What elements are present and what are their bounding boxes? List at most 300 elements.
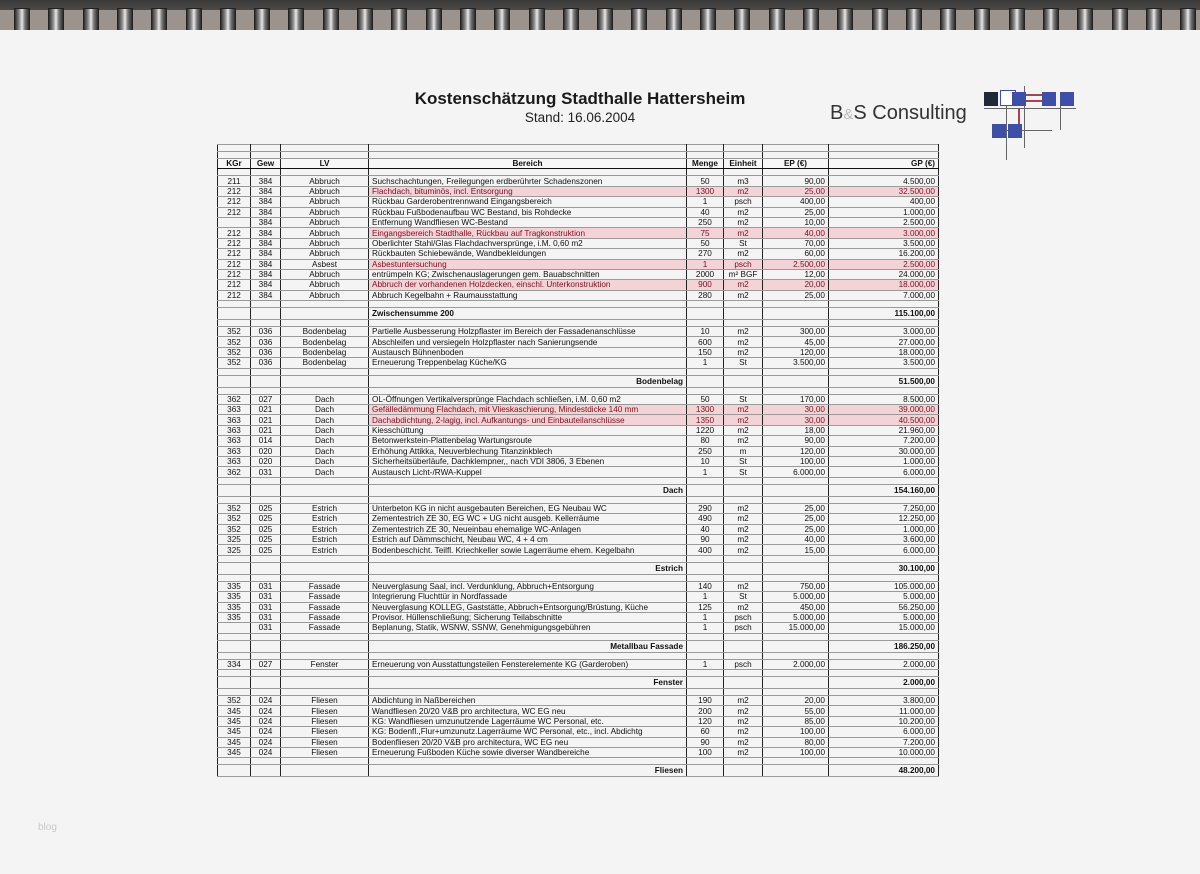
cell-einheit: St (724, 467, 763, 477)
empty-cell (763, 320, 829, 327)
cell-lv: Bodenbelag (281, 358, 369, 368)
table-row (218, 446, 939, 456)
cell-einheit: psch (724, 612, 763, 622)
table-row (218, 259, 939, 269)
empty-cell (251, 652, 281, 659)
cell-ep: 90,00 (763, 436, 829, 446)
empty-cell (829, 477, 939, 484)
spacer-row (218, 320, 939, 327)
empty-cell (251, 169, 281, 176)
cell-gp: 39.000,00 (829, 405, 939, 415)
cell-lv: Abbruch (281, 176, 369, 186)
cell-bereich: Betonwerkstein-Plattenbelag Wartungsroute (369, 436, 687, 446)
empty-cell (687, 387, 724, 394)
cell-einheit: m2 (724, 524, 763, 534)
cell-bereich: Abbruch der vorhandenen Holzdecken, einschl. Unterkonstruktion (369, 280, 687, 290)
cell-menge: 120 (687, 716, 724, 726)
cell-einheit: psch (724, 659, 763, 669)
empty-cell (687, 633, 724, 640)
empty-cell (687, 484, 724, 496)
empty-cell (763, 677, 829, 689)
cell-lv: Fliesen (281, 737, 369, 747)
empty-cell (251, 375, 281, 387)
subtotal-value: 51.500,00 (829, 375, 939, 387)
cell-bereich: Wandfliesen 20/20 V&B pro architectura, WC EG neu (369, 706, 687, 716)
empty-cell (724, 301, 763, 308)
cell-bereich: Bodenfliesen 20/20 V&B pro architectura, WC EG neu (369, 737, 687, 747)
cell-lv: Abbruch (281, 290, 369, 300)
cell-gew: 384 (251, 186, 281, 196)
empty-cell (251, 320, 281, 327)
cell-bereich: OL-Öffnungen Vertikalversprünge Flachdach schließen, i.M. 0,60 m2 (369, 394, 687, 404)
cell-gp: 16.200,00 (829, 249, 939, 259)
cell-ep: 10,00 (763, 217, 829, 227)
table-row (218, 358, 939, 368)
cell-lv: Fassade (281, 623, 369, 633)
cell-ep: 45,00 (763, 337, 829, 347)
table-row (218, 197, 939, 207)
spacer-row (218, 574, 939, 581)
cell-gp: 3.000,00 (829, 228, 939, 238)
cell-ep: 15,00 (763, 545, 829, 555)
empty-cell (724, 562, 763, 574)
table-row (218, 207, 939, 217)
cell-gew: 031 (251, 581, 281, 591)
empty-cell (218, 758, 251, 765)
cell-ep: 25,00 (763, 207, 829, 217)
table-row (218, 581, 939, 591)
cell-gp: 3.800,00 (829, 696, 939, 706)
empty-cell (251, 308, 281, 320)
cell-lv: Abbruch (281, 249, 369, 259)
empty-cell (724, 145, 763, 152)
watermark-text: blog (38, 822, 57, 833)
empty-cell (218, 301, 251, 308)
empty-cell (763, 765, 829, 777)
empty-cell (281, 640, 369, 652)
cell-menge: 2000 (687, 269, 724, 279)
cell-lv: Fenster (281, 659, 369, 669)
subtotal-value: 154.160,00 (829, 484, 939, 496)
empty-cell (763, 375, 829, 387)
subtotal-label: Fliesen (369, 765, 687, 777)
cell-gew: 025 (251, 534, 281, 544)
empty-cell (763, 308, 829, 320)
empty-cell (369, 689, 687, 696)
empty-cell (251, 670, 281, 677)
empty-cell (763, 562, 829, 574)
empty-cell (218, 320, 251, 327)
empty-cell (281, 368, 369, 375)
subtotal-label: Fenster (369, 677, 687, 689)
cell-gew: 036 (251, 327, 281, 337)
cell-gew: 031 (251, 592, 281, 602)
empty-cell (281, 387, 369, 394)
table-row (218, 748, 939, 758)
cell-lv: Abbruch (281, 280, 369, 290)
cell-gp: 3.500,00 (829, 238, 939, 248)
empty-cell (251, 689, 281, 696)
cell-menge: 250 (687, 217, 724, 227)
cell-gp: 1.000,00 (829, 456, 939, 466)
cell-bereich: Partielle Ausbesserung Holzpflaster im Bereich der Fassadenanschlüsse (369, 327, 687, 337)
cell-lv: Abbruch (281, 238, 369, 248)
table-row (218, 405, 939, 415)
cell-kgr: 362 (218, 394, 251, 404)
empty-cell (687, 375, 724, 387)
empty-cell (829, 169, 939, 176)
cell-menge: 100 (687, 748, 724, 758)
table-row (218, 727, 939, 737)
table-row (218, 436, 939, 446)
cell-gp: 7.250,00 (829, 503, 939, 513)
table-row (218, 716, 939, 726)
empty-cell (218, 387, 251, 394)
empty-cell (724, 670, 763, 677)
cell-ep: 40,00 (763, 228, 829, 238)
cell-bereich: Beplanung, Statik, WSNW, SSNW, Genehmigungsgebühren (369, 623, 687, 633)
cell-einheit: m2 (724, 727, 763, 737)
cell-lv: Fliesen (281, 748, 369, 758)
cell-gew: 021 (251, 415, 281, 425)
cell-einheit: m2 (724, 207, 763, 217)
cell-kgr: 335 (218, 612, 251, 622)
cell-ep: 90,00 (763, 176, 829, 186)
cell-gew: 384 (251, 290, 281, 300)
empty-cell (218, 484, 251, 496)
empty-cell (369, 670, 687, 677)
cell-einheit: m2 (724, 602, 763, 612)
cell-gew: 031 (251, 602, 281, 612)
cell-menge: 1 (687, 592, 724, 602)
table-row (218, 524, 939, 534)
empty-cell (281, 574, 369, 581)
cell-kgr: 363 (218, 405, 251, 415)
cell-bereich: Flachdach, bituminös, incl. Entsorgung (369, 186, 687, 196)
cell-gew: 024 (251, 706, 281, 716)
cell-einheit: m2 (724, 425, 763, 435)
brand-amp: & (843, 106, 854, 123)
spacer-row (218, 652, 939, 659)
table-row (218, 290, 939, 300)
empty-cell (281, 758, 369, 765)
empty-cell (251, 633, 281, 640)
column-header-gew: Gew (251, 159, 281, 169)
cell-kgr (218, 217, 251, 227)
empty-cell (724, 387, 763, 394)
cell-ep: 450,00 (763, 602, 829, 612)
spacer-row (218, 689, 939, 696)
cell-menge: 400 (687, 545, 724, 555)
cell-bereich: Erneuerung Fußboden Küche sowie diverser Wandbereiche (369, 748, 687, 758)
cell-menge: 1 (687, 659, 724, 669)
spacer-row (218, 758, 939, 765)
cell-bereich: Provisor. Hüllenschließung; Sicherung Teilabschnitte (369, 612, 687, 622)
empty-cell (724, 308, 763, 320)
cell-bereich: Eingangsbereich Stadthalle, Rückbau auf Tragkonstruktion (369, 228, 687, 238)
cell-menge: 90 (687, 737, 724, 747)
column-header-kgr: KGr (218, 159, 251, 169)
cell-ep: 30,00 (763, 405, 829, 415)
cell-lv: Fliesen (281, 716, 369, 726)
table-row (218, 612, 939, 622)
cell-ep: 40,00 (763, 534, 829, 544)
subtotal-row (218, 375, 939, 387)
empty-cell (763, 652, 829, 659)
cell-bereich: entrümpeln KG; Zwischenauslagerungen gem. Bauabschnitten (369, 269, 687, 279)
cell-gew: 384 (251, 207, 281, 217)
empty-cell (281, 677, 369, 689)
cell-gew: 024 (251, 748, 281, 758)
empty-cell (281, 145, 369, 152)
cell-bereich: Sicherheitsüberläufe, Dachklempner,, nach VDI 3806, 3 Ebenen (369, 456, 687, 466)
cell-gp: 400,00 (829, 197, 939, 207)
cell-lv: Fassade (281, 612, 369, 622)
empty-cell (724, 765, 763, 777)
cell-gp: 1.000,00 (829, 207, 939, 217)
empty-cell (687, 670, 724, 677)
cell-bereich: Bodenbeschicht. Teilfl. Kriechkeller sowie Lagerräume ehem. Kegelbahn (369, 545, 687, 555)
cell-gew: 024 (251, 716, 281, 726)
empty-cell (829, 387, 939, 394)
empty-cell (829, 670, 939, 677)
empty-cell (724, 758, 763, 765)
cell-lv: Dach (281, 436, 369, 446)
cell-kgr: 345 (218, 748, 251, 758)
empty-cell (763, 555, 829, 562)
subtotal-label: Dach (369, 484, 687, 496)
cell-lv: Asbest (281, 259, 369, 269)
cell-kgr: 334 (218, 659, 251, 669)
subtotal-label: Metallbau Fassade (369, 640, 687, 652)
cell-bereich: Oberlichter Stahl/Glas Flachdachversprünge, i.M. 0,60 m2 (369, 238, 687, 248)
cell-gew: 384 (251, 269, 281, 279)
cell-kgr: 345 (218, 716, 251, 726)
cell-gp: 15.000,00 (829, 623, 939, 633)
cell-lv: Estrich (281, 545, 369, 555)
empty-cell (829, 145, 939, 152)
cell-bereich: Abdichtung in Naßbereichen (369, 696, 687, 706)
cell-lv: Dach (281, 456, 369, 466)
cell-menge: 1 (687, 197, 724, 207)
empty-cell (281, 308, 369, 320)
empty-cell (218, 574, 251, 581)
cell-kgr: 335 (218, 592, 251, 602)
cell-lv: Abbruch (281, 269, 369, 279)
cell-menge: 125 (687, 602, 724, 612)
subtotal-value: 48.200,00 (829, 765, 939, 777)
column-header-einheit: Einheit (724, 159, 763, 169)
cell-kgr: 212 (218, 197, 251, 207)
empty-cell (724, 320, 763, 327)
cell-einheit: m2 (724, 280, 763, 290)
spacer-row (218, 368, 939, 375)
empty-cell (218, 169, 251, 176)
cell-kgr: 212 (218, 290, 251, 300)
empty-cell (218, 308, 251, 320)
cell-lv: Dach (281, 467, 369, 477)
empty-cell (687, 765, 724, 777)
empty-cell (724, 169, 763, 176)
cell-gp: 27.000,00 (829, 337, 939, 347)
cell-menge: 190 (687, 696, 724, 706)
subtotal-row (218, 640, 939, 652)
cell-gp: 6.000,00 (829, 727, 939, 737)
empty-cell (687, 301, 724, 308)
cell-ep: 30,00 (763, 415, 829, 425)
cell-lv: Abbruch (281, 207, 369, 217)
empty-cell (369, 574, 687, 581)
empty-cell (281, 765, 369, 777)
cell-menge: 50 (687, 394, 724, 404)
cell-kgr: 211 (218, 176, 251, 186)
empty-cell (218, 677, 251, 689)
empty-cell (281, 633, 369, 640)
cell-gp: 3.600,00 (829, 534, 939, 544)
table-row (218, 706, 939, 716)
cell-einheit: St (724, 358, 763, 368)
cell-kgr: 363 (218, 415, 251, 425)
table-row (218, 280, 939, 290)
cell-kgr: 212 (218, 280, 251, 290)
cell-ep: 70,00 (763, 238, 829, 248)
cell-ep: 15.000,00 (763, 623, 829, 633)
cell-kgr: 212 (218, 186, 251, 196)
cell-lv: Abbruch (281, 186, 369, 196)
empty-cell (251, 677, 281, 689)
cell-bereich: Austausch Bühnenboden (369, 347, 687, 357)
cell-ep: 25,00 (763, 503, 829, 513)
spacer-row (218, 301, 939, 308)
cell-menge: 40 (687, 207, 724, 217)
empty-cell (218, 689, 251, 696)
spacer-row (218, 152, 939, 159)
empty-cell (251, 301, 281, 308)
cell-gew: 014 (251, 436, 281, 446)
cell-menge: 250 (687, 446, 724, 456)
cell-kgr: 212 (218, 228, 251, 238)
cell-gp: 2.000,00 (829, 659, 939, 669)
brand-rest: S Consulting (853, 102, 967, 124)
empty-cell (687, 689, 724, 696)
empty-cell (281, 477, 369, 484)
empty-cell (724, 368, 763, 375)
table-row (218, 217, 939, 227)
cell-gew: 384 (251, 259, 281, 269)
cell-lv: Abbruch (281, 217, 369, 227)
empty-cell (724, 689, 763, 696)
empty-cell (829, 320, 939, 327)
empty-cell (251, 640, 281, 652)
cell-gew: 025 (251, 514, 281, 524)
empty-cell (687, 555, 724, 562)
empty-cell (724, 640, 763, 652)
empty-cell (687, 677, 724, 689)
cell-menge: 1300 (687, 186, 724, 196)
empty-cell (251, 368, 281, 375)
cell-menge: 150 (687, 347, 724, 357)
table-row (218, 228, 939, 238)
document-date: Stand: 16.06.2004 (524, 110, 636, 125)
subtotal-value: 2.000,00 (829, 677, 939, 689)
cell-bereich: Austausch Licht-/RWA-Kuppel (369, 467, 687, 477)
cell-gp: 3.500,00 (829, 358, 939, 368)
table-row (218, 327, 939, 337)
cell-einheit: m2 (724, 405, 763, 415)
cell-lv: Dach (281, 425, 369, 435)
cell-einheit: m2 (724, 415, 763, 425)
empty-cell (218, 496, 251, 503)
empty-cell (369, 555, 687, 562)
subtotal-row (218, 765, 939, 777)
cell-gew: 024 (251, 737, 281, 747)
empty-cell (724, 152, 763, 159)
cell-menge: 90 (687, 534, 724, 544)
cell-bereich: Erneuerung von Ausstattungsteilen Fensterelemente KG (Garderoben) (369, 659, 687, 669)
cell-menge: 1220 (687, 425, 724, 435)
company-logo-icon (984, 86, 1076, 156)
table-header-row (218, 159, 939, 169)
empty-cell (369, 169, 687, 176)
empty-cell (281, 652, 369, 659)
cell-gew: 020 (251, 446, 281, 456)
cell-einheit: m (724, 446, 763, 456)
empty-cell (763, 387, 829, 394)
table-row (218, 249, 939, 259)
empty-cell (687, 640, 724, 652)
empty-cell (369, 368, 687, 375)
table-row (218, 186, 939, 196)
empty-cell (724, 555, 763, 562)
cell-gew: 024 (251, 696, 281, 706)
empty-cell (218, 368, 251, 375)
empty-cell (369, 320, 687, 327)
cell-gew: 025 (251, 524, 281, 534)
document-title: Kostenschätzung Stadthalle Hattersheim (414, 89, 746, 108)
cell-kgr: 352 (218, 347, 251, 357)
cell-gp: 10.200,00 (829, 716, 939, 726)
cell-gew: 027 (251, 394, 281, 404)
empty-cell (763, 484, 829, 496)
cell-kgr: 345 (218, 727, 251, 737)
cell-lv: Dach (281, 394, 369, 404)
cell-gew: 020 (251, 456, 281, 466)
cell-ep: 2.000,00 (763, 659, 829, 669)
cell-bereich: Zementestrich ZE 30, EG WC + UG nicht ausgeb. Kellerräume (369, 514, 687, 524)
cell-ep: 170,00 (763, 394, 829, 404)
cell-gp: 12.250,00 (829, 514, 939, 524)
cell-lv: Estrich (281, 534, 369, 544)
empty-cell (724, 652, 763, 659)
cell-kgr: 212 (218, 259, 251, 269)
cell-bereich: Rückbau Garderobentrennwand Eingangsbereich (369, 197, 687, 207)
empty-cell (251, 484, 281, 496)
cell-bereich: Kiesschüttung (369, 425, 687, 435)
cell-bereich: Entfernung Wandfliesen WC-Bestand (369, 217, 687, 227)
cell-einheit: m2 (724, 186, 763, 196)
empty-cell (687, 320, 724, 327)
table-row (218, 659, 939, 669)
table-row (218, 592, 939, 602)
cell-gew: 025 (251, 503, 281, 513)
empty-cell (763, 152, 829, 159)
cell-einheit: St (724, 592, 763, 602)
empty-cell (687, 145, 724, 152)
cell-gp: 105.000,00 (829, 581, 939, 591)
cell-bereich: Asbestuntersuchung (369, 259, 687, 269)
cell-gew: 384 (251, 228, 281, 238)
empty-cell (369, 652, 687, 659)
